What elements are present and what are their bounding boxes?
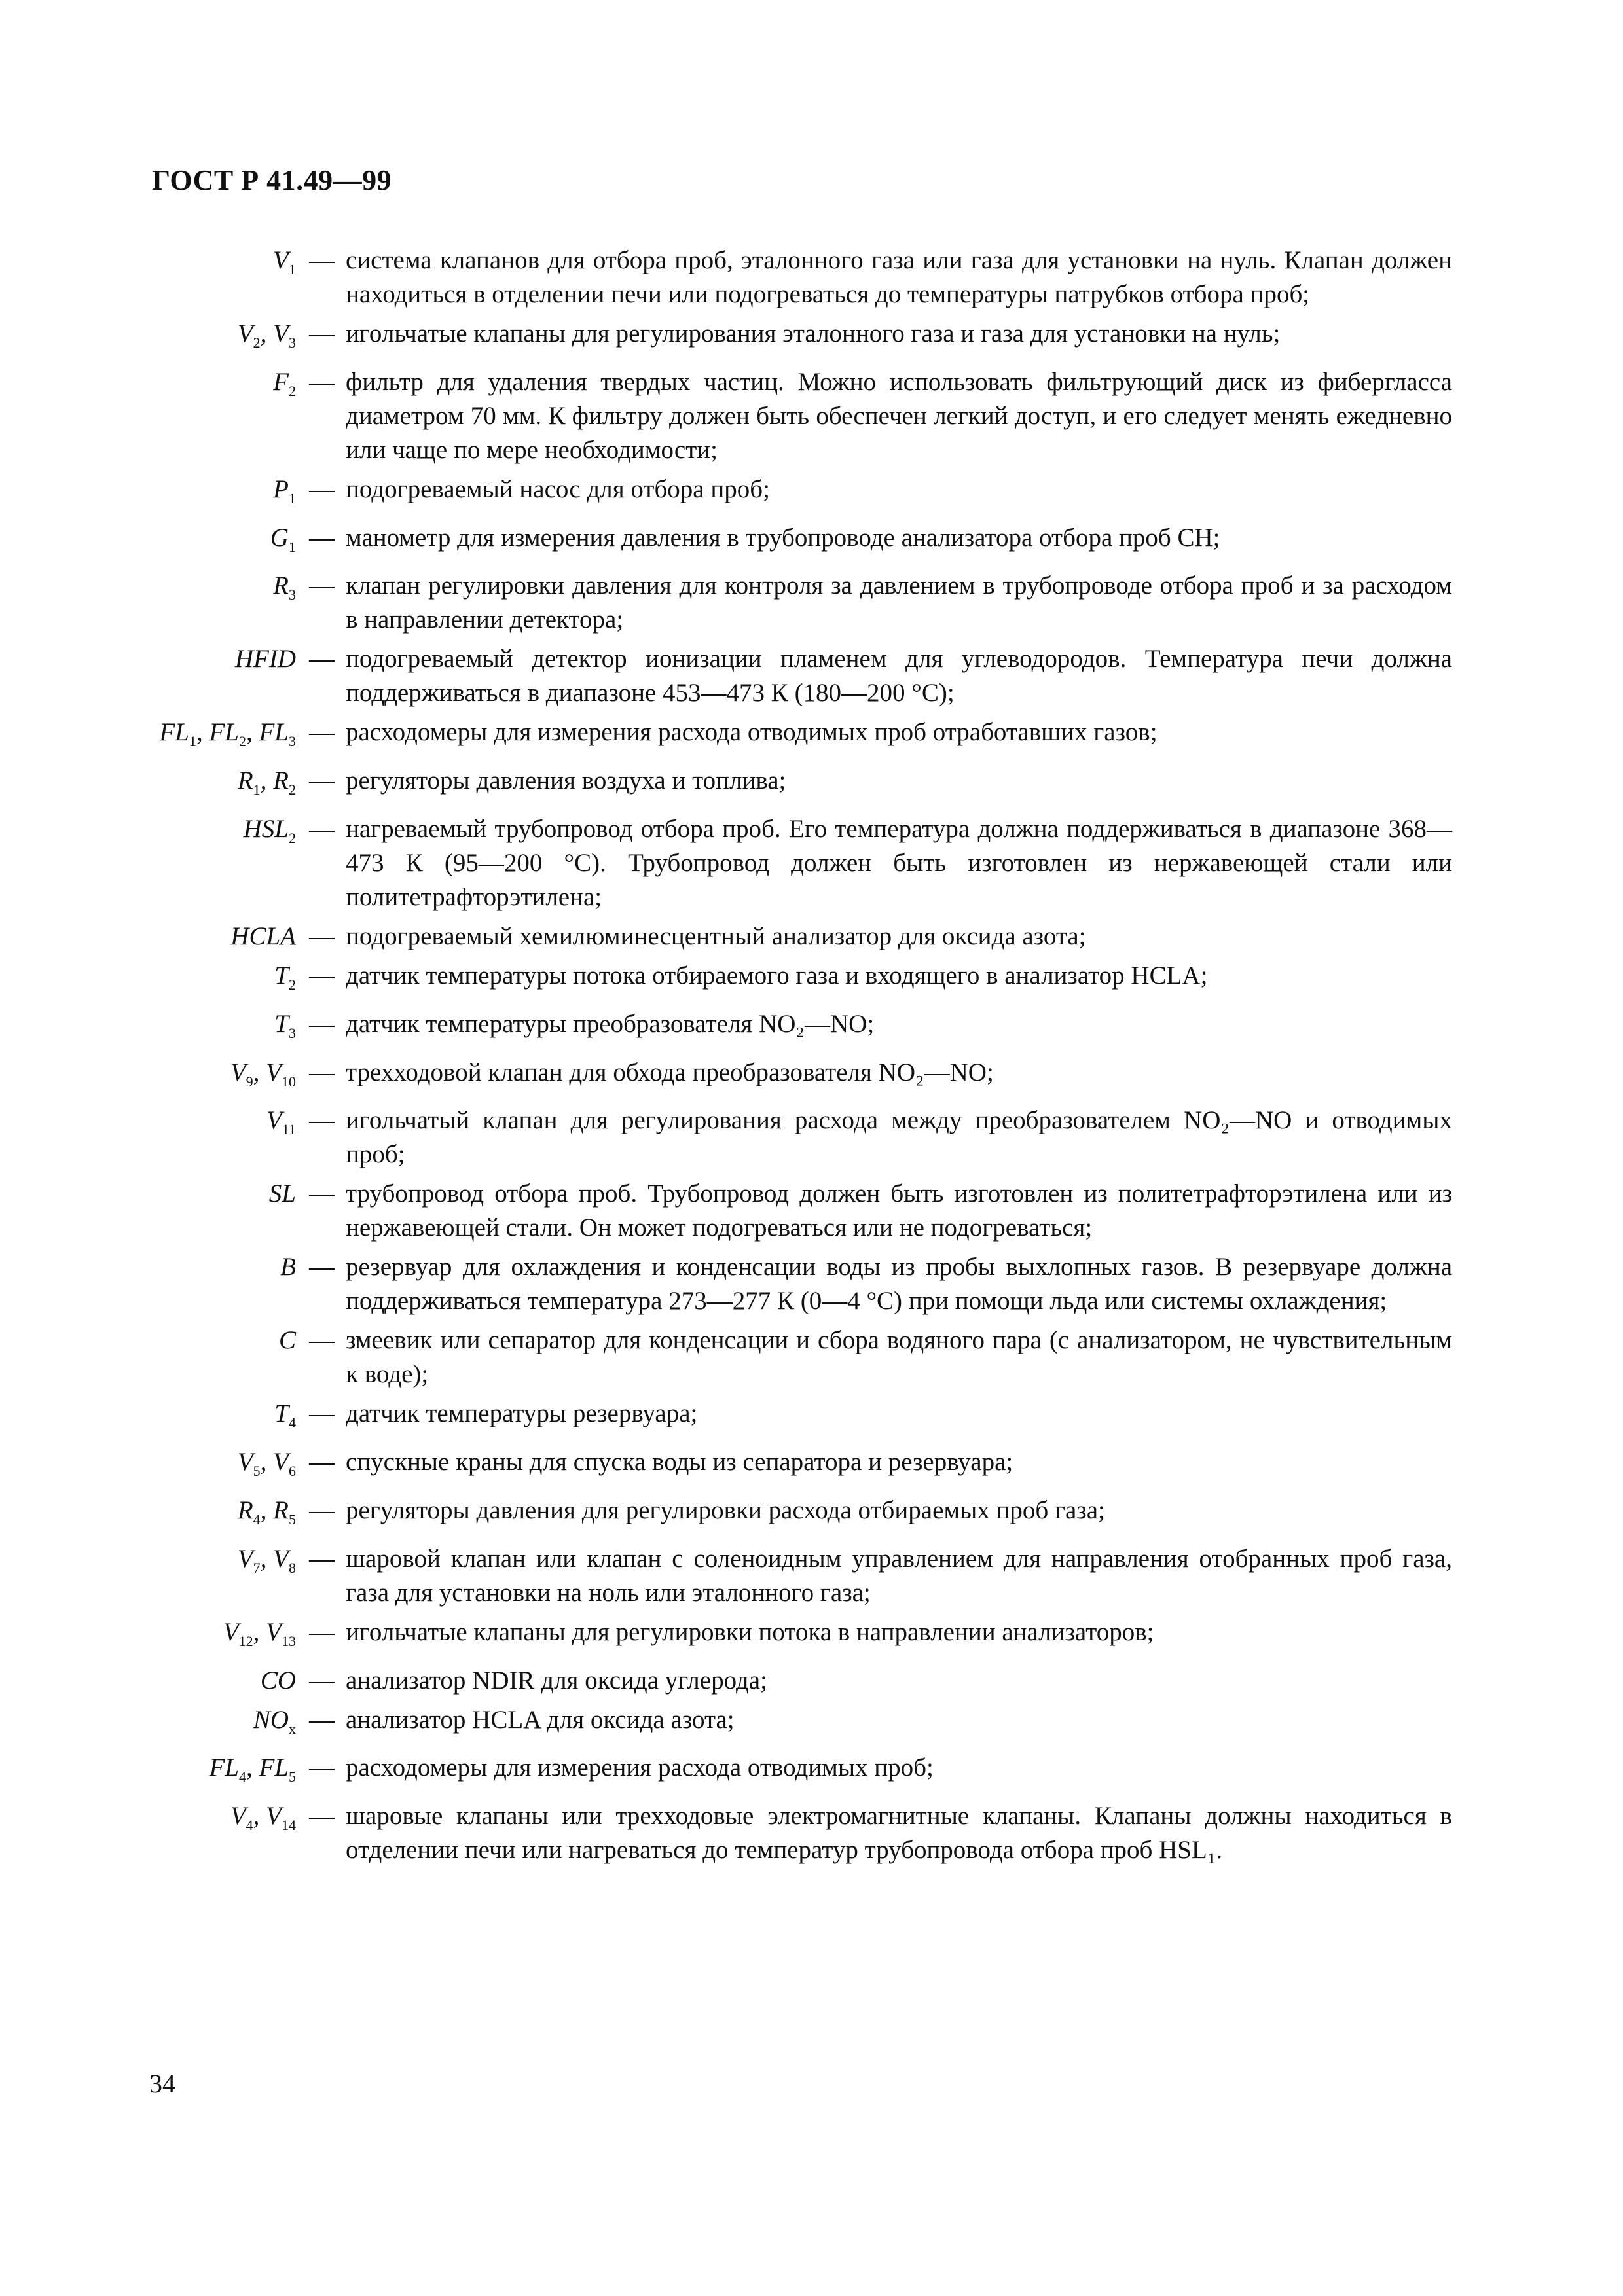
definition-text: резервуар для охлаждения и конденсации воды из пробы выхлопных газов. В резервуаре должна поддерживаться температура 273—277 К (0—4 °С) при помощи льда или системы охлаждения; (346, 1253, 1452, 1316)
definition-row (0, 473, 1623, 516)
definition-symbol: $T_4$ (274, 1399, 296, 1431)
definition-text: трехходовой клапан для обхода преобразователя NO₂—NO; (346, 1058, 994, 1086)
definition-text: игольчатый клапан для регулирования расхода между преобразователем NO₂—NO и отводимых проб; (346, 1106, 1452, 1169)
definition-text: расходомеры для измерения расхода отводимых проб отработавших газов; (346, 718, 1158, 747)
definition-row (0, 959, 1623, 1002)
definition-dash: — (309, 319, 335, 348)
definition-row (0, 1177, 1623, 1245)
definition-dash: — (309, 1009, 335, 1038)
definition-row (0, 317, 1623, 360)
definition-row (0, 1445, 1623, 1488)
definition-symbol: $R_3$ (273, 571, 296, 603)
definition-symbol: $V_{12}$, $V_{13}$ (223, 1617, 296, 1649)
definition-row (0, 521, 1623, 564)
definition-text: фильтр для удаления твердых частиц. Можно использовать фильтрующий диск из фибергласса диаметром 70 мм. К фильтру должен быть обеспечен легкий доступ, и его следует менять ежедневно или чаще по мере необходимости; (346, 367, 1452, 464)
definition-dash: — (309, 922, 335, 950)
definition-symbol: $R_4$, $R_5$ (237, 1496, 296, 1528)
definition-row (0, 1751, 1623, 1794)
definition-dash: — (309, 1058, 335, 1086)
definition-text: подогреваемый хемилюминесцентный анализатор для оксида азота; (346, 922, 1086, 950)
document-header: ГОСТ Р 41.49—99 (152, 164, 392, 196)
definition-symbol: $V_4$, $V_{14}$ (230, 1802, 296, 1833)
definition-text: игольчатые клапаны для регулирования эталонного газа и газа для установки на нуль; (346, 319, 1281, 348)
definition-row (0, 1007, 1623, 1050)
definition-dash: — (309, 1666, 335, 1695)
definition-text: трубопровод отбора проб. Трубопровод должен быть изготовлен из политетрафторэтилена или из нержавеющей стали. Он может подогреваться или не подогреваться; (346, 1179, 1452, 1242)
definition-symbol: $NO_x$ (253, 1705, 296, 1737)
definition-symbol: $R_1$, $R_2$ (237, 766, 296, 798)
definition-dash: — (309, 1253, 335, 1282)
definition-text: регуляторы давления воздуха и топлива; (346, 766, 786, 795)
definition-dash: — (309, 1496, 335, 1524)
definition-row (0, 1397, 1623, 1440)
definition-symbol: $P_1$ (273, 475, 296, 507)
definition-symbol: $V_1$ (273, 246, 296, 278)
definition-row (0, 1799, 1623, 1867)
definition-row (0, 1323, 1623, 1391)
definition-symbol: $HSL_2$ (243, 814, 296, 846)
definition-row (0, 920, 1623, 954)
definition-dash: — (309, 475, 335, 503)
definition-text: регуляторы давления для регулировки расхода отбираемых проб газа; (346, 1496, 1105, 1524)
definition-row (0, 1250, 1623, 1318)
definition-text: шаровой клапан или клапан с соленоидным управлением для направления отобранных проб газа, газа для установки на ноль или эталонного газа; (346, 1544, 1452, 1607)
definition-symbol: SL (268, 1179, 296, 1208)
definition-text: шаровые клапаны или трехходовые электромагнитные клапаны. Клапаны должны находиться в отделении печи или нагреваться до температур трубопровода отбора проб HSL₁. (346, 1802, 1452, 1865)
definition-symbol: $T_2$ (274, 961, 296, 993)
symbol-definition-list (0, 243, 1623, 1873)
definition-symbol: HCLA (230, 922, 296, 950)
definition-symbol: HFID (234, 645, 296, 673)
definition-dash: — (309, 1617, 335, 1646)
definition-text: анализатор HCLA для оксида азота; (346, 1705, 735, 1734)
definition-text: датчик температуры резервуара; (346, 1399, 698, 1428)
page-number: 34 (149, 2069, 175, 2098)
definition-text: подогреваемый насос для отбора проб; (346, 475, 770, 503)
definition-row (0, 1615, 1623, 1659)
definition-dash: — (309, 1399, 335, 1428)
definition-text: игольчатые клапаны для регулировки потока в направлении анализаторов; (346, 1617, 1154, 1646)
definition-dash: — (309, 571, 335, 600)
definition-symbol: $FL_1$, $FL_2$, $FL_3$ (159, 718, 296, 750)
definition-row (0, 569, 1623, 637)
definition-text: нагреваемый трубопровод отбора проб. Его температура должна поддерживаться в диапазоне 368—473 К (95—200 °С). Трубопровод должен быть изготовлен из нержавеющей стали или политетрафторэтилена; (346, 814, 1452, 911)
definition-row (0, 764, 1623, 807)
definition-symbol: $G_1$ (270, 523, 296, 555)
definition-dash: — (309, 1544, 335, 1573)
definition-text: анализатор NDIR для оксида углерода; (346, 1666, 767, 1695)
definition-row (0, 1103, 1623, 1172)
definition-dash: — (309, 1326, 335, 1355)
definition-text: змеевик или сепаратор для конденсации и сбора водяного пара (с анализатором, не чувствительным к воде); (346, 1326, 1452, 1389)
definition-symbol: $V_7$, $V_8$ (237, 1544, 296, 1576)
definition-text: подогреваемый детектор ионизации пламенем для углеводородов. Температура печи должна поддерживаться в диапазоне 453—473 К (180—200 °С); (346, 645, 1452, 708)
definition-row (0, 715, 1623, 759)
definition-symbol: $V_9$, $V_{10}$ (230, 1058, 296, 1090)
definition-symbol: $V_2$, $V_3$ (237, 319, 296, 351)
definition-symbol: $V_{11}$ (266, 1106, 296, 1138)
definition-dash: — (309, 1705, 335, 1734)
definition-row (0, 1056, 1623, 1099)
definition-dash: — (309, 246, 335, 274)
definition-dash: — (309, 1802, 335, 1831)
definition-text: манометр для измерения давления в трубопроводе анализатора отбора проб СН; (346, 523, 1220, 552)
definition-text: спускные краны для спуска воды из сепаратора и резервуара; (346, 1448, 1013, 1477)
definition-text: датчик температуры потока отбираемого газа и входящего в анализатор HCLA; (346, 961, 1208, 990)
definition-dash: — (309, 523, 335, 552)
definition-dash: — (309, 1106, 335, 1135)
definition-text: датчик температуры преобразователя NO₂—NO; (346, 1009, 875, 1038)
definition-dash: — (309, 814, 335, 843)
definition-dash: — (309, 645, 335, 673)
definition-text: расходомеры для измерения расхода отводимых проб; (346, 1753, 934, 1782)
definition-symbol: B (280, 1253, 296, 1282)
definition-dash: — (309, 1753, 335, 1782)
definition-symbol: $FL_4$, $FL_5$ (209, 1753, 296, 1785)
definition-row (0, 1494, 1623, 1537)
definition-row (0, 365, 1623, 467)
definition-dash: — (309, 367, 335, 396)
definition-row (0, 1542, 1623, 1610)
definition-row (0, 1703, 1623, 1746)
definition-dash: — (309, 1179, 335, 1208)
definition-symbol: C (278, 1326, 296, 1355)
definition-row (0, 642, 1623, 710)
definition-text: клапан регулировки давления для контроля за давлением в трубопроводе отбора проб и за расходом в направлении детектора; (346, 571, 1452, 634)
definition-symbol: CO (260, 1666, 296, 1695)
definition-symbol: $F_2$ (273, 367, 296, 399)
definition-symbol: $T_3$ (274, 1009, 296, 1041)
definition-dash: — (309, 766, 335, 795)
definition-dash: — (309, 961, 335, 990)
definition-dash: — (309, 1448, 335, 1477)
definition-text: система клапанов для отбора проб, эталонного газа или газа для установки на нуль. Клапан должен находиться в отделении печи или подогреваться до температуры патрубков отбора проб; (346, 246, 1452, 308)
definition-symbol: $V_5$, $V_6$ (237, 1448, 296, 1479)
definition-row (0, 243, 1623, 312)
definition-row (0, 1664, 1623, 1698)
definition-dash: — (309, 718, 335, 747)
definition-row (0, 812, 1623, 914)
